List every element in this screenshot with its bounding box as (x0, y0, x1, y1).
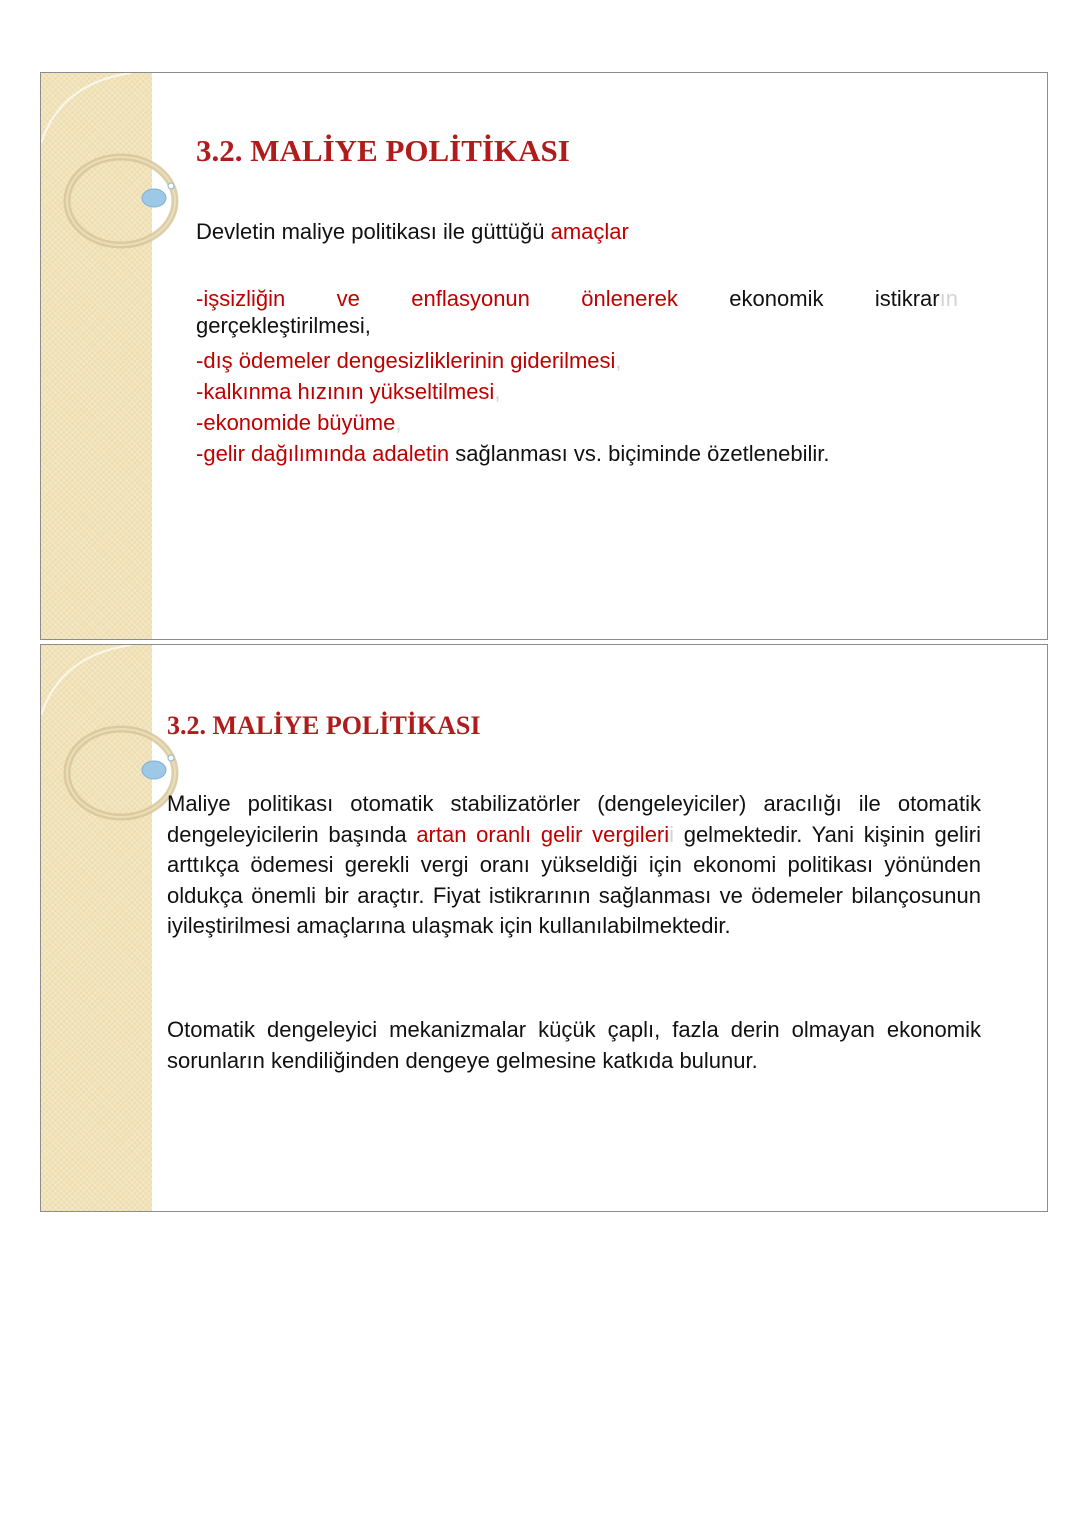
bubble-icon (142, 189, 166, 207)
body-paragraph: Otomatik dengeleyici mekanizmalar küçük çaplı, fazla derin olmayan ekonomik sorunların kendiliğinden dengeye gelmesine katkıda bulunur. (167, 1017, 981, 1073)
list-item: -kalkınma hızının yükseltilmesi, (196, 379, 501, 404)
goals-list (196, 283, 958, 469)
decorative-swirl-icon (41, 73, 221, 273)
slide-title: 3.2. MALİYE POLİTİKASI (196, 133, 570, 168)
list-item: -gelir dağılımında adaletin sağlanması vs. biçiminde özetlenebilir. (196, 441, 830, 466)
list-item: -işsizliğin ve enflasyonun önlenerek ekonomik istikrarın (196, 286, 958, 311)
list-item-continuation: gerçekleştirilmesi, (196, 313, 371, 338)
intro-text: Devletin maliye politikası ile güttüğü amaçlar (196, 219, 629, 244)
body-paragraph: Maliye politikası otomatik stabilizatörler (dengeleyiciler) aracılığı ile otomatik dengeleyicilerin başında artan oranlı gelir vergilerii gelmektedir. Yani kişinin geliri arttıkça ödemesi gerekli vergi oranı yükseldiği için ekonomi politikası yönünden oldukça önemli bir araçtır. Fiyat istikrarının sağlanması ve ödemeler bilançosunun iyileştirilmesi amaçlarına ulaşmak için kullanılabilmektedir. (167, 791, 981, 938)
slide-2 (40, 644, 1048, 1212)
list-item: -dış ödemeler dengesizliklerinin giderilmesi, (196, 348, 622, 373)
bubble-icon (142, 761, 166, 779)
list-item: -ekonomide büyüme, (196, 410, 402, 435)
slide-1 (40, 72, 1048, 640)
slide-title: 3.2. MALİYE POLİTİKASI (167, 711, 481, 740)
